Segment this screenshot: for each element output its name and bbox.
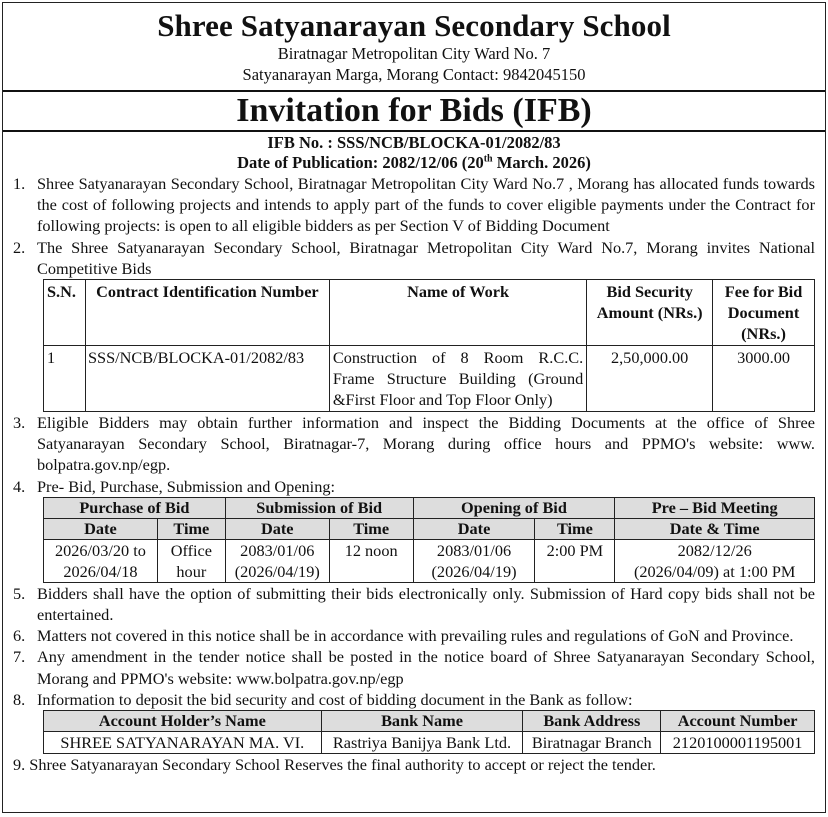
item-6 — [9, 625, 819, 646]
schedule-sub-time: Time — [329, 518, 413, 539]
item-5-number: 5. — [13, 583, 26, 603]
contract-cell-security: 2,50,000.00 — [587, 346, 713, 412]
prebid-line-2: (2026/04/09) at 1:00 PM — [633, 561, 796, 581]
opening-date-line-1: 2083/01/06 — [436, 540, 512, 560]
table-row — [44, 539, 815, 582]
contract-cell-sn: 1 — [44, 346, 86, 412]
item-8 — [9, 689, 819, 710]
contract-table-header — [44, 280, 815, 346]
item-6-text: Matters not covered in this notice shall be in accordance with prevailing rules and regulations of GoN and Province. — [37, 626, 794, 646]
ifb-number: IFB No. : SSS/NCB/BLOCKA-01/2082/83 — [267, 133, 561, 152]
purchase-date-cell — [44, 539, 158, 582]
item-2-number: 2. — [13, 237, 26, 257]
publication-date — [9, 153, 819, 173]
publication-date-sup: th — [483, 153, 493, 165]
item-8-number: 8. — [13, 689, 26, 709]
schedule-header-prebid: Pre – Bid Meeting — [615, 497, 815, 518]
schedule-header-opening: Opening of Bid — [413, 497, 615, 518]
opening-date-line-2: (2026/04/19) — [431, 561, 517, 581]
schedule-header-purchase: Purchase of Bid — [44, 497, 226, 518]
bank-cell-number: 2120100001195001 — [661, 732, 815, 754]
item-3 — [9, 412, 819, 476]
submission-date-line-2: (2026/04/19) — [234, 561, 320, 581]
contract-cell-id: SSS/NCB/BLOCKA-01/2082/83 — [85, 346, 329, 412]
item-3-number: 3. — [13, 413, 26, 433]
item-1 — [9, 173, 819, 237]
bank-cell-holder: SHREE SATYANARAYAN MA. VI. — [44, 732, 322, 754]
bank-table — [43, 710, 815, 754]
schedule-sub-date: Date — [413, 518, 535, 539]
submission-time-cell: 12 noon — [329, 539, 413, 582]
bank-header-address: Bank Address — [523, 711, 661, 732]
item-1-text: Shree Satyanarayan Secondary School, Biratnagar Metropolitan City Ward No.7 , Morang has allocated funds towards the cost of following projects and intends to apply part of the funds to cover eligible payments under the Contract for following projects: is open to all eligible bidders as per Section V of Bidding Document — [37, 174, 815, 236]
schedule-table — [43, 497, 815, 583]
item-4 — [9, 476, 819, 497]
item-7 — [9, 646, 819, 688]
item-4-number: 4. — [13, 476, 26, 496]
contract-table — [43, 279, 815, 412]
purchase-time-cell — [157, 539, 225, 582]
bank-cell-address: Biratnagar Branch — [523, 732, 661, 754]
publication-date-suffix: March. 2026) — [492, 153, 591, 172]
publication-date-prefix: Date of Publication: 2082/12/06 (20 — [237, 153, 484, 172]
bank-header-holder: Account Holder’s Name — [44, 711, 322, 732]
schedule-sub-time: Time — [157, 518, 225, 539]
prebid-cell — [615, 539, 815, 582]
item-9-text: 9. Shree Satyanarayan Secondary School Reserves the final authority to accept or reject the tender. — [13, 755, 656, 775]
prebid-line-1: 2082/12/26 — [677, 540, 752, 560]
item-7-text: Any amendment in the tender notice shall be posted in the notice board of Shree Satyanarayan Secondary School, Morang and PPMO's website: www.bolpatra.gov.np/egp — [37, 647, 815, 688]
contract-cell-fee: 3000.00 — [713, 346, 815, 412]
purchase-date-line-1: 2026/03/20 to — [54, 540, 146, 560]
bank-header-name: Bank Name — [321, 711, 523, 732]
contract-cell-work: Construction of 8 Room R.C.C. Frame Structure Building (Ground &First Floor and Top Floor Only) — [329, 346, 586, 412]
contract-header-work: Name of Work — [329, 280, 586, 346]
item-6-number: 6. — [13, 626, 26, 646]
purchase-time-line-1: Office — [170, 540, 212, 560]
schedule-sub-time: Time — [535, 518, 615, 539]
schedule-sub-header — [44, 518, 815, 539]
school-name: Shree Satyanarayan Secondary School — [157, 8, 671, 43]
item-5 — [9, 583, 819, 625]
schedule-group-header — [44, 497, 815, 518]
contract-header-fee: Fee for Bid Document (NRs.) — [713, 280, 815, 346]
purchase-date-line-2: 2026/04/18 — [63, 561, 138, 581]
item-7-number: 7. — [13, 647, 26, 667]
submission-date-cell — [225, 539, 329, 582]
contract-header-sn: S.N. — [44, 280, 86, 346]
notice-frame — [2, 2, 826, 813]
address-line-1: Biratnagar Metropolitan City Ward No. 7 — [277, 44, 551, 63]
table-row — [44, 346, 815, 412]
item-5-text: Bidders shall have the option of submitting their bids electronically only. Submission of Hard copy bids shall not be entertained. — [37, 583, 815, 625]
opening-time-cell: 2:00 PM — [535, 539, 615, 582]
notice-title: Invitation for Bids (IFB) — [3, 90, 825, 132]
purchase-time-line-2: hour — [176, 561, 207, 581]
schedule-sub-datetime: Date & Time — [615, 518, 815, 539]
item-3-text: Eligible Bidders may obtain further information and inspect the Bidding Documents at the office of Shree Satyanarayan Secondary School, Biratnagar-7, Morang during office hours and PPMO's website: www. bolpatra.gov.np/egp. — [37, 413, 815, 475]
schedule-sub-date: Date — [225, 518, 329, 539]
opening-date-cell — [413, 539, 535, 582]
address-line-2: Satyanarayan Marga, Morang Contact: 9842045150 — [242, 65, 586, 84]
table-row — [44, 732, 815, 754]
bank-header-number: Account Number — [661, 711, 815, 732]
contract-header-id: Contract Identification Number — [85, 280, 329, 346]
bank-table-header — [44, 711, 815, 732]
schedule-sub-date: Date — [44, 518, 158, 539]
contract-header-security: Bid Security Amount (NRs.) — [587, 280, 713, 346]
schedule-header-submission: Submission of Bid — [225, 497, 413, 518]
item-8-text: Information to deposit the bid security and cost of bidding document in the Bank as follow: — [37, 689, 633, 709]
item-2 — [9, 237, 819, 279]
item-4-text: Pre- Bid, Purchase, Submission and Opening: — [37, 476, 336, 496]
bank-cell-name: Rastriya Banijya Bank Ltd. — [321, 732, 523, 754]
submission-date-line-1: 2083/01/06 — [240, 540, 315, 560]
item-1-number: 1. — [13, 174, 26, 193]
item-2-text: The Shree Satyanarayan Secondary School, Biratnagar Metropolitan City Ward No.7, Morang invites National Competitive Bids — [37, 237, 815, 278]
